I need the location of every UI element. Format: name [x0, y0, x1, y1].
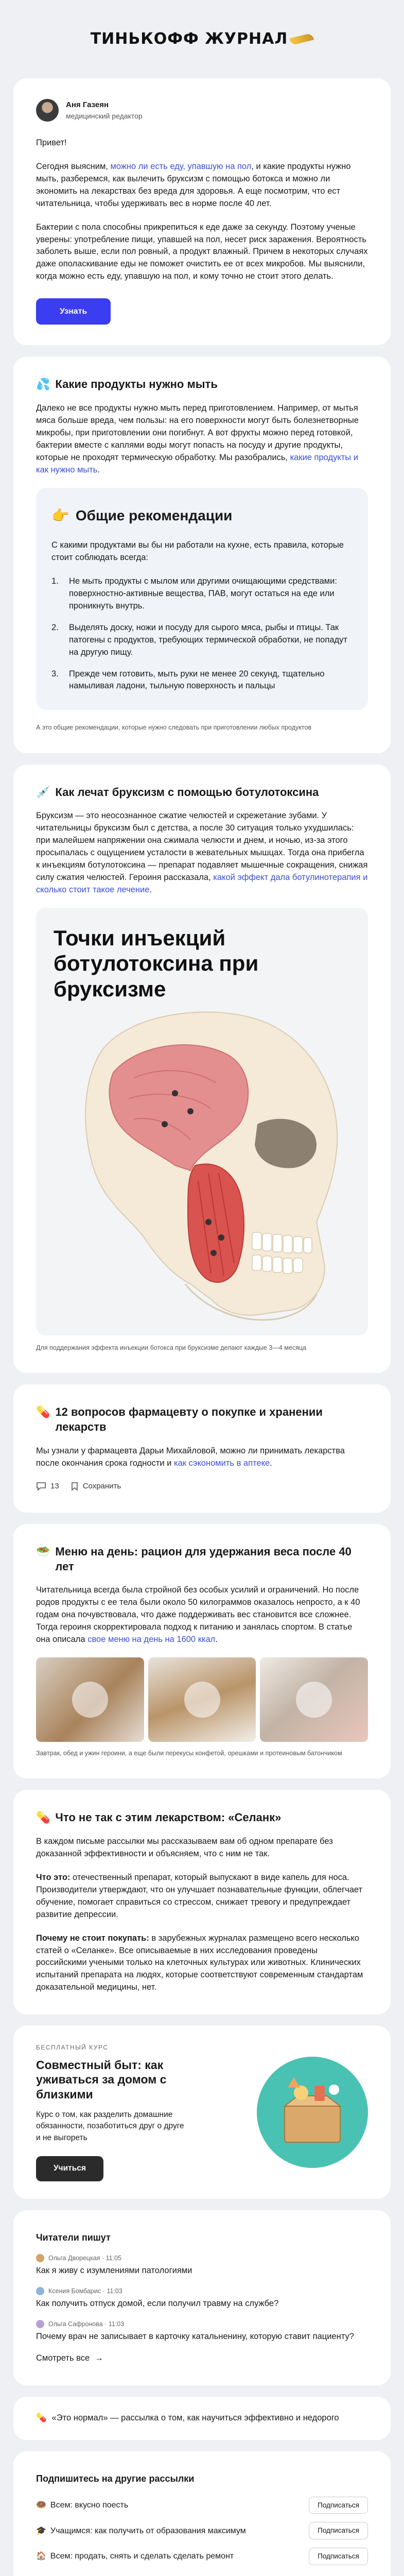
subscription-label: [36, 2499, 128, 2511]
celank-why: [36, 1933, 368, 1994]
celank-title-text: Что не так с этим лекарством: «Селанк»: [55, 1811, 282, 1824]
course-card: [13, 2026, 391, 2199]
author-role: медицинский редактор: [66, 111, 143, 120]
celank-what-text: отечественный препарат, который выпускают в виде капель для носа. Производители утверждают, что он улучшает познавательные функции, облегчает обучение, помогает справиться со стрессом, снижает тревогу и предупреждает развитие депрессии.: [36, 1872, 363, 1919]
pharma-paragraph: [36, 1445, 368, 1470]
wash-paragraph: [36, 402, 368, 477]
menu-caption: Завтрак, обед и ужин героини, а еще были перекусы конфетой, орешками и протеиновым батончиком: [36, 1749, 342, 1757]
intro-text-2: , и какие продукты нужно мыть, разберемся, как вылечить бруксизм с помощью ботокса и можно ли экономить на лекарствах без вреда для здоровья. А еще посмотрим, что ест читательница, чтобы удерживать вес в норме после 40 лет.: [36, 161, 351, 208]
recommendations-intro: С какими продуктами вы бы ни работали на кухне, есть правила, которые стоит соблюдать всегда:: [51, 540, 344, 563]
menu-text: Читательница всегда была стройной без особых усилий и ограничений. Но после родов продукты с ее тела были около 50 килограммов оказалось непросто, а к 40 годам она почувствовала, что даже поддерживать вес становится все сложнее. Тогда героиня скорректировала подход к питанию и занялась спортом. В статье она описала: [36, 1585, 360, 1645]
subscription-label: [36, 2550, 234, 2562]
see-all-link[interactable]: [36, 2352, 368, 2365]
course-description: Курс о том, как разделить домашние обязанности, позаботиться друг о друге и не выгореть: [36, 2110, 184, 2142]
celank-why-label: Почему не стоит покупать:: [36, 1933, 149, 1943]
study-button[interactable]: Учиться: [36, 2156, 103, 2181]
recommendations-title: [51, 505, 353, 527]
learn-button[interactable]: Узнать: [36, 298, 111, 325]
fallen-food-link[interactable]: можно ли есть еду, упавшую на пол: [110, 161, 252, 171]
graduation-cap-icon: 🎓: [36, 2526, 46, 2535]
lunch-photo: [148, 1657, 256, 1742]
bruxism-card: [13, 765, 391, 1374]
pharma-text: Мы узнали у фармацевта Дарьи Михайловой, можно ли принимать лекарства после окончания срока годности и: [36, 1446, 345, 1468]
menu-title[interactable]: [36, 1545, 368, 1574]
question-text: Как получить отпуск домой, если получил травму на службе?: [36, 2298, 279, 2308]
pharma-text-end: .: [270, 1458, 272, 1468]
avatar: [36, 2254, 44, 2262]
author-name: Аня Газеян: [66, 100, 109, 109]
bruxism-text: Бруксизм — это неосознанное сжатие челюстей и скрежетание зубами. У читательницы бруксизм был с детства, а после 30 ситуация только ухудшилась: при малейшем напряжении она сжимала челюсти и днем, и ночью, из-за этого просыпалась с ощущением усталости в жевательных мышцах. Тогда она прибегла к инъекциям ботулотоксина — препарат подавляет мышечные сокращения, снижая силу сжатия челюстей. Героиня рассказала,: [36, 811, 368, 883]
droplets-icon: 💦: [36, 378, 50, 391]
subscription-row: [36, 2497, 368, 2514]
subscribe-button[interactable]: Подписаться: [309, 2497, 368, 2514]
question-author: Ольга Дворецкая · 11:05: [48, 2254, 122, 2262]
donut-icon: 🍩: [36, 2501, 46, 2510]
course-title[interactable]: Совместный быт: как уживаться за домом с близкими: [36, 2058, 167, 2102]
pill-icon: 💊: [36, 1405, 50, 1419]
wash-card: [13, 357, 391, 753]
intro-card: [13, 78, 391, 345]
save-label: Сохранить: [82, 1482, 121, 1491]
tips-list: [51, 575, 353, 692]
normal-card: [13, 2397, 391, 2440]
question-text: Как я живу с изумлениями патологиями: [36, 2265, 192, 2275]
question-author: Ксения Бомбарис · 11:03: [48, 2287, 122, 2295]
normal-text: «Это нормал» — рассылка о том, как научиться эффективно и недорого: [51, 2413, 339, 2422]
avatar: [36, 99, 59, 122]
celank-why-text: в зарубежных журналах размещено всего несколько статей о «Селанке». Все описываемые в них исследования проведены российскими учеными только на клеточных культурах или животных. Клинических испытаний препарата на людях, которые соответствуют современным стандартам доказательной медицины, нет.: [36, 1933, 363, 1992]
recommendations-title-text: Общие рекомендации: [75, 507, 233, 523]
question-author: Ольга Сафронова · 11:03: [48, 2320, 125, 2328]
subscription-label-text: Всем: вкусно поесть: [50, 2501, 129, 2510]
comment-icon: [36, 1482, 46, 1491]
avatar: [36, 2287, 44, 2295]
bruxism-text-end: .: [149, 885, 152, 894]
tip-item: Не мыть продукты с мылом или другими очищающими средствами: поверхностно-активные вещества, ПАВ, могут остаться на еде или проникнуть внутрь.: [69, 576, 337, 611]
wash-text: Далеко не все продукты нужно мыть перед приготовлением. Например, от мытья мяса больше вреда, чем пользы: на его поверхности могут быть болезнетворные микробы, при приготовлении они погибнут. А вот фрукты можно перед готовкой, бактерии вместе с каплями воды могут попасть на посуду и другие продукты, которые не проходят термическую обработку. Мы разобрались,: [36, 403, 359, 462]
course-tag: БЕСПЛАТНЫЙ КУРС: [36, 2044, 109, 2052]
bacteria-paragraph: Бактерии с пола способны прикрепиться к еде даже за секунду. Поэтому ученые уверены: употребление пищи, упавшей на пол, несет риск заражения. Вероятность заболеть выше, если пол ровный, а продукт влажный. Причем в некоторых случаях даже ополаскивание еды не поможет очистить ее от всех микробов. Мы выяснили, когда можно есть еду, упавшую на пол, и кому точно не стоит этого делать.: [36, 222, 368, 281]
wash-caption: А это общие рекомендации, которые нужно следовать при приготовлении любых продуктов: [36, 724, 312, 732]
subscription-label-text: Всем: продать, снять и сделать сделать ремонт: [50, 2552, 234, 2561]
syringe-icon: 💉: [36, 785, 50, 799]
see-all-label: Смотреть все: [36, 2353, 90, 2363]
house-icon: 🏠: [36, 2552, 46, 2561]
recommendations-box: [36, 488, 368, 710]
menu-title-text: Меню на день: рацион для удержания веса после 40 лет: [55, 1545, 352, 1573]
manage-subscriptions-link[interactable]: [36, 2574, 368, 2576]
celank-what: [36, 1872, 368, 1921]
celank-card: [13, 1790, 391, 2014]
meal-gallery: [36, 1657, 368, 1742]
menu-text-end: .: [215, 1635, 218, 1645]
pointing-icon: 👉: [51, 507, 69, 523]
save-button[interactable]: [71, 1481, 121, 1492]
bruxism-link[interactable]: какой эффект дала ботулинотерапия и сколько стоит такое лечение: [36, 873, 368, 894]
dinner-photo: [260, 1657, 368, 1742]
avatar: [36, 2320, 44, 2328]
bruxism-title[interactable]: [36, 785, 368, 800]
subscription-label-text: Учащимся: как получить от образования максимум: [50, 2526, 246, 2535]
subscriptions-card: [13, 2451, 391, 2576]
comments-button[interactable]: [36, 1481, 59, 1492]
bruxism-paragraph: [36, 810, 368, 896]
bruxism-caption: Для поддержания эффекта инъекции ботокса при бруксизме делают каждые 3—4 месяца: [36, 1344, 306, 1351]
celank-intro: В каждом письме рассылки мы рассказываем вам об одном препарате без доказанной эффективности и объясняем, что с ним не так.: [36, 1837, 333, 1858]
breakfast-photo: [36, 1657, 144, 1742]
tip-item: Прежде чем готовить, мыть руки не менее 20 секунд, тщательно намыливая ладони, тыльную поверхность и пальцы: [69, 669, 325, 691]
question-meta: [36, 2253, 368, 2263]
pharma-link[interactable]: как сэкономить в аптеке: [173, 1458, 270, 1468]
bruxism-title-text: Как лечат бруксизм с помощью ботулотоксина: [55, 785, 319, 799]
feather-icon: [289, 33, 314, 46]
botox-figure-title: Точки инъекций ботулотоксина при бруксизме: [54, 925, 259, 1001]
intro-text: Сегодня выясним,: [36, 161, 111, 171]
menu-card: [13, 1524, 391, 1778]
question-text: Почему врач не записывает в карточку катальненину, которую ставит пациенту?: [36, 2332, 354, 2342]
header: [0, 0, 404, 78]
subscribe-button[interactable]: Подписаться: [309, 2548, 368, 2565]
greeting: Привет!: [36, 138, 67, 147]
pharma-title[interactable]: [36, 1405, 368, 1434]
skull-illustration: [36, 995, 343, 1335]
pill-icon: 💊: [36, 2413, 47, 2422]
menu-link[interactable]: свое меню на день на 1600 ккал: [87, 1635, 216, 1645]
menu-paragraph: [36, 1584, 368, 1646]
logo[interactable]: [91, 28, 314, 50]
course-illustration: [257, 2057, 368, 2168]
reader-question[interactable]: [36, 2253, 368, 2277]
subscribe-button[interactable]: Подписаться: [309, 2522, 368, 2539]
subscription-row: [36, 2548, 368, 2565]
subscriptions-title: Подпишитесь на другие рассылки: [36, 2473, 195, 2484]
pill-icon: 💊: [36, 1811, 50, 1824]
normal-promo[interactable]: [36, 2412, 368, 2425]
tip-item: Выделять доску, ножи и посуду для сырого мяса, рыбы и птицы. Так патогены с продуктов, требующих термической обработки, не попадут на другую пищу.: [69, 622, 347, 657]
subscription-row: [36, 2522, 368, 2539]
pharma-title-text: 12 вопросов фармацевту о покупке и хранении лекарств: [55, 1405, 323, 1433]
salad-icon: 🥗: [36, 1545, 50, 1558]
wash-title[interactable]: [36, 377, 368, 392]
article-actions: [36, 1481, 368, 1492]
logo-text: ТИНЬКОФФ ЖУРНАЛ: [90, 30, 288, 48]
bookmark-icon: [71, 1482, 79, 1491]
question-meta: [36, 2319, 368, 2329]
celank-title: [36, 1810, 368, 1825]
comments-count: 13: [50, 1482, 59, 1491]
reader-question[interactable]: [36, 2286, 368, 2310]
botox-figure: [36, 908, 368, 1335]
arrow-right-icon: →: [95, 2353, 103, 2363]
wash-title-text: Какие продукты нужно мыть: [55, 378, 218, 391]
pharma-card: [13, 1384, 391, 1513]
readers-title: Читатели пишут: [36, 2232, 111, 2243]
subscription-label: [36, 2525, 246, 2537]
reader-question[interactable]: [36, 2319, 368, 2343]
intro-paragraph: [36, 161, 368, 210]
wash-link[interactable]: какие продукты и как нужно мыть: [36, 452, 358, 474]
wash-text-end: .: [97, 465, 100, 474]
author-block: [36, 99, 368, 122]
boxes-illustration: [257, 2057, 368, 2168]
celank-what-label: Что это:: [36, 1872, 71, 1882]
readers-card: [13, 2210, 391, 2385]
question-meta: [36, 2286, 368, 2296]
